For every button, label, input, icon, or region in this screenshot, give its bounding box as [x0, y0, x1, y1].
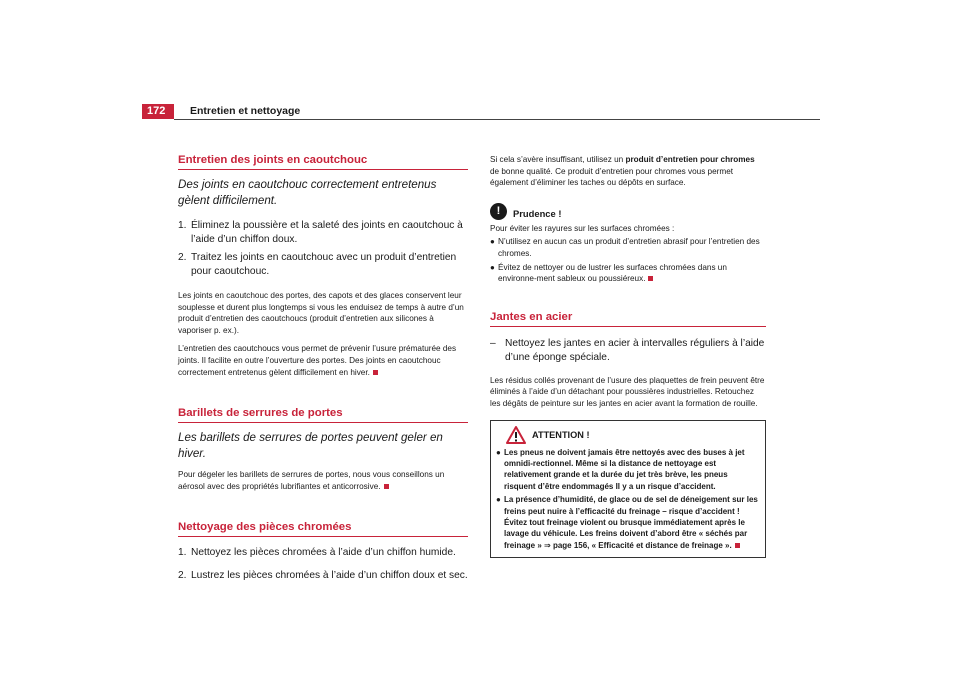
bullet-item [496, 494, 760, 551]
section-rubber-seals [178, 154, 468, 378]
paragraph: Les résidus collés provenant de l’usure des plaquettes de frein peuvent être éliminés à l’aide d’un détachant pour poussières industrielles. Retouchez les dégâts de peinture sur les jantes en acier avant la formation de rouille. [490, 375, 765, 408]
paragraph: L’entretien des caoutchoucs vous permet de prévenir l’usure prématurée des joints. Il facilite en outre l’ouverture des portes. Des joints en caoutchouc correctement entretenus gèlent difficilement en hiver. [178, 344, 457, 377]
bold-term: produit d’entretien pour chromes [625, 155, 755, 164]
end-marker-icon [735, 543, 740, 548]
step-text: Éliminez la poussière et la saleté des joints en caoutchouc à l’aide d’un chiffon doux. [191, 220, 463, 245]
bullet-item [490, 262, 766, 285]
caution-icon: ! [490, 203, 507, 220]
step-text: Lustrez les pièces chromées à l’aide d’un chiffon doux et sec. [191, 570, 468, 582]
step-list [178, 546, 468, 583]
step-item [178, 546, 468, 560]
header-rule [174, 119, 820, 120]
paragraph: Si cela s’avère insuffisant, utilisez un produit d’entretien pour chromes de bonne qualité. Ce produit d’entretien pour chromes vous permet également d’éliminer les taches ou dépôts en surface. [490, 155, 755, 188]
section-steel-rims [490, 311, 766, 410]
step-item [178, 251, 468, 279]
bullet-icon: ● [490, 237, 495, 247]
page-reference-link[interactable]: page 156, « Efficacité et distance de freinage ». [550, 540, 732, 550]
section-subtitle: Les barillets de serrures de portes peuvent geler en hiver. [178, 431, 443, 461]
step-number: 1. [178, 547, 187, 559]
left-column [178, 154, 468, 587]
attention-header [496, 425, 760, 445]
section-title: Nettoyage des pièces chromées [178, 521, 468, 537]
section-title: Barillets de serrures de portes [178, 407, 468, 423]
prudence-lead: Pour éviter les rayures sur les surfaces chromées : [490, 223, 675, 233]
end-marker-icon [648, 276, 653, 281]
step-dash: – [490, 337, 496, 349]
section-title: Jantes en acier [490, 311, 766, 327]
attention-label: ATTENTION ! [532, 429, 590, 440]
step-text: Nettoyez les jantes en acier à intervalles réguliers à l’aide d’une éponge spéciale. [505, 337, 765, 363]
right-column [490, 154, 766, 558]
page-number: 172 [142, 104, 174, 119]
paragraph: Pour dégeler les barillets de serrures de portes, nous vous conseillons un aérosol avec des propriétés lubrifiantes et anticorrosive. [178, 470, 445, 491]
step-list [178, 219, 468, 279]
end-marker-icon [373, 370, 378, 375]
bullet-icon: ● [490, 262, 495, 272]
section-title: Entretien des joints en caoutchouc [178, 154, 468, 170]
prudence-label: Prudence ! [513, 207, 562, 219]
bullet-item [490, 236, 766, 259]
bullet-text: La présence d’humidité, de glace ou de sel de déneigement sur les freins peut nuire à l’efficacité du freinage – risque d’accident ! Évitez tout freinage violent ou brusque immédiatement après le lavage du véhicule. Les freins doivent d’abord être « séchés par freinage » ⇒ page 156, « Efficacité et distance de freinage ». [504, 495, 758, 550]
step-item [490, 337, 766, 365]
step-text: Nettoyez les pièces chromées à l’aide d’un chiffon humide. [191, 547, 456, 559]
step-item [178, 569, 468, 583]
step-number: 2. [178, 252, 187, 263]
attention-box [490, 420, 766, 559]
bullet-text: Les pneus ne doivent jamais être nettoyés avec des buses à jet omnidi-rectionnel. Même si la distance de nettoyage est relativement grande et la durée du jet très brève, les pneus risquent d’être endommagés Il y a un risque d’accident. [504, 447, 745, 491]
step-text: Traitez les joints en caoutchouc avec un produit d’entretien pour caoutchouc. [191, 252, 457, 277]
arrow-icon: ⇒ [544, 540, 551, 550]
paragraph: Les joints en caoutchouc des portes, des capots et des glaces conservent leur souplesse et durent plus longtemps si vous les enduisez de temps à autre d’un produit d’entretien des caoutchoucs (produit d’entretien aux silicones à vaporiser p. ex.). [178, 291, 464, 335]
bullet-text: N’utilisez en aucun cas un produit d’entretien abrasif pour l’entretien des chromes. [498, 237, 760, 258]
section-door-locks [178, 407, 468, 492]
warning-triangle-icon [506, 425, 526, 445]
bullet-item [496, 447, 760, 493]
bullet-icon: ● [496, 495, 501, 505]
section-chrome-parts [178, 521, 468, 583]
prudence-notice [490, 203, 766, 285]
step-item [178, 219, 468, 247]
step-number: 1. [178, 220, 187, 231]
running-header: Entretien et nettoyage [190, 105, 301, 117]
bullet-icon: ● [496, 447, 501, 457]
bullet-text: Évitez de nettoyer ou de lustrer les surfaces chromées dans un environne-ment sableux ou poussiéreux. [498, 262, 727, 284]
prudence-header [490, 203, 766, 220]
section-subtitle: Des joints en caoutchouc correctement entretenus gèlent difficilement. [178, 178, 437, 207]
step-number: 2. [178, 570, 187, 582]
end-marker-icon [384, 484, 389, 489]
